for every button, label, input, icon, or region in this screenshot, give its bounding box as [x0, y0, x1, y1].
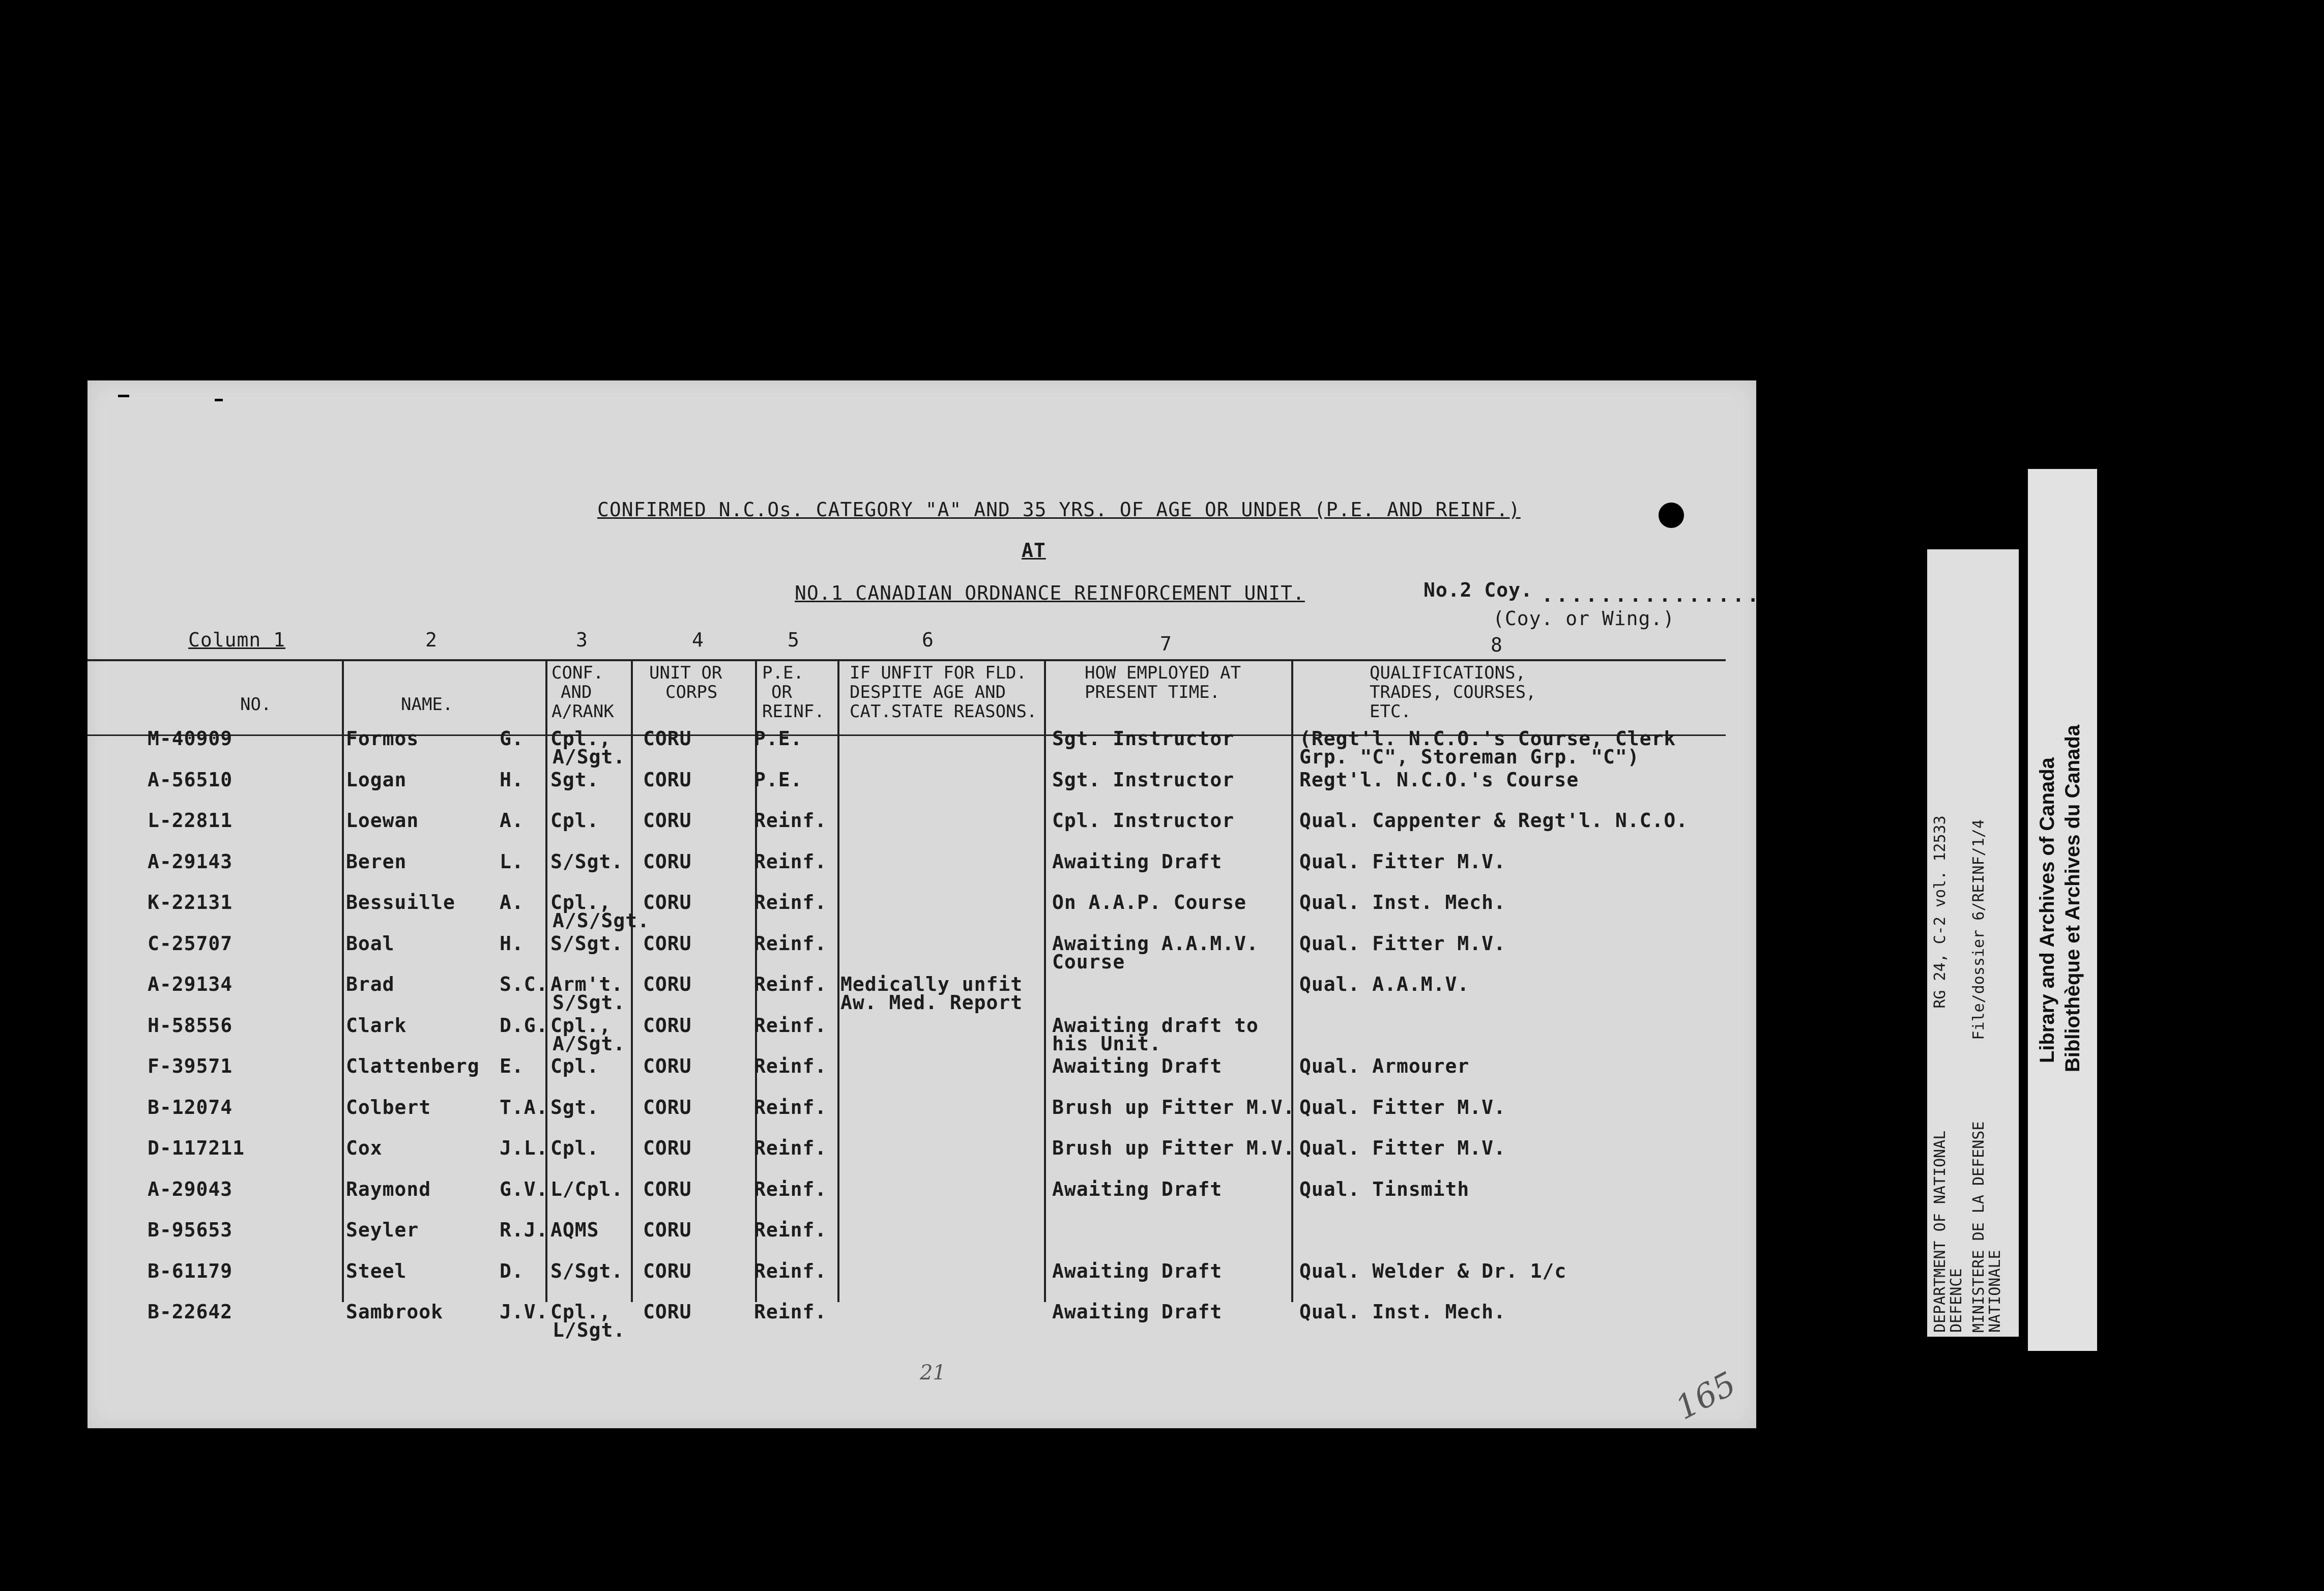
header-line: IF UNFIT FOR FLD. [850, 663, 1027, 683]
row-qualification: Qual. Fitter M.V. [1299, 932, 1506, 955]
row-number: L-22811 [148, 809, 233, 832]
row-initials: J.L. [500, 1137, 548, 1159]
row-unit: CORU [643, 1137, 692, 1159]
row-rank: Cpl. [550, 1137, 599, 1159]
row-rank: Sgt. [550, 768, 599, 791]
coy-caption: (Coy. or Wing.) [1493, 607, 1675, 630]
archive-line [1971, 819, 1987, 1333]
row-qualification: Qual. A.A.M.V. [1299, 973, 1470, 995]
row-unit: CORU [643, 1219, 692, 1241]
archive-text: MINISTERE DE LA DEFENSE [1970, 1121, 1988, 1333]
row-employment-continued: Course [1052, 950, 1125, 973]
row-pe-reinf: P.E. [754, 768, 803, 791]
row-qualification: Qual. Cappenter & Regt'l. N.C.O. [1299, 809, 1689, 832]
column-divider [837, 659, 839, 1302]
row-unfit-reason: Medically unfit [840, 973, 1023, 995]
row-pe-reinf: Reinf. [754, 1259, 827, 1282]
archive-line [1949, 1269, 1965, 1333]
corner-mark [215, 399, 223, 401]
row-rank: Cpl. [550, 1055, 599, 1077]
row-qualification: Qual. Fitter M.V. [1299, 850, 1506, 873]
row-unit: CORU [643, 891, 692, 914]
header-line: OR [771, 682, 792, 702]
row-initials: J.V. [500, 1301, 548, 1323]
row-initials: H. [500, 768, 524, 791]
row-pe-reinf: Reinf. [754, 1301, 827, 1323]
header-line: QUALIFICATIONS, [1370, 663, 1526, 683]
column-divider [1291, 659, 1293, 1302]
row-qualification: Qual. Fitter M.V. [1299, 1137, 1506, 1159]
row-employment: Awaiting Draft [1052, 1177, 1223, 1200]
row-rank: Cpl., [550, 727, 612, 750]
row-qualification: Qual. Welder & Dr. 1/c [1299, 1259, 1567, 1282]
row-number: K-22131 [148, 891, 233, 914]
archive-line [1932, 815, 1949, 1333]
row-initials: D. [500, 1259, 524, 1282]
column-number: 6 [922, 629, 934, 651]
row-initials: L. [500, 850, 524, 873]
row-initials: R.J. [500, 1219, 548, 1241]
header-line: CAT.STATE REASONS. [850, 701, 1037, 722]
row-rank: AQMS [550, 1219, 599, 1241]
row-number: C-25707 [148, 932, 233, 955]
row-pe-reinf: Reinf. [754, 1137, 827, 1159]
header-no [240, 695, 271, 714]
row-name: Clark [346, 1014, 407, 1037]
archive-text: NATIONALE [1986, 1250, 2004, 1333]
column-number: 2 [425, 629, 438, 651]
row-name: Brad [346, 973, 395, 995]
row-number: M-40909 [148, 727, 233, 750]
header-line: ETC. [1370, 701, 1411, 722]
row-unit: CORU [643, 1177, 692, 1200]
header-line: CONF. [551, 663, 604, 683]
column-divider [1044, 659, 1046, 1302]
row-employment: Awaiting Draft [1052, 1259, 1223, 1282]
folio-number: 165 [1669, 1365, 1742, 1428]
row-rank: Cpl., [550, 1014, 612, 1037]
row-rank: S/Sgt. [550, 932, 624, 955]
row-rank: Cpl., [550, 1301, 612, 1323]
row-employment: Sgt. Instructor [1052, 727, 1235, 750]
row-unfit-reason-continued: Aw. Med. Report [840, 991, 1023, 1014]
row-unit: CORU [643, 768, 692, 791]
row-unit: CORU [643, 1259, 692, 1282]
header-line: TRADES, COURSES, [1370, 682, 1536, 702]
row-rank: S/Sgt. [550, 850, 624, 873]
row-initials: A. [500, 891, 524, 914]
archive-text: DEFENCE [1948, 1268, 1965, 1333]
row-rank: S/Sgt. [550, 1259, 624, 1282]
row-unit: CORU [643, 1301, 692, 1323]
header-employed [1085, 663, 1241, 702]
row-unit: CORU [643, 1055, 692, 1077]
row-employment: Brush up Fitter M.V. [1052, 1137, 1295, 1159]
header-unit [649, 663, 722, 702]
header-pe [762, 663, 825, 721]
row-name: Sambrook [346, 1301, 444, 1323]
row-pe-reinf: Reinf. [754, 1014, 827, 1037]
row-name: Raymond [346, 1177, 431, 1200]
row-rank: Cpl. [550, 809, 599, 832]
row-qualification: Qual. Armourer [1299, 1055, 1470, 1077]
corner-mark [118, 395, 129, 397]
page-mark: 21 [920, 1361, 946, 1384]
column-divider [342, 659, 344, 1302]
row-employment-continued: his Unit. [1052, 1032, 1161, 1055]
row-initials: G.V. [500, 1177, 548, 1200]
row-qualification: Regt'l. N.C.O.'s Course [1299, 768, 1579, 791]
row-name: Loewan [346, 809, 419, 832]
row-employment: Awaiting Draft [1052, 850, 1223, 873]
row-initials: E. [500, 1055, 524, 1077]
archive-line [1987, 1250, 2003, 1333]
archive-text: File/dossier 6/REINF/1/4 [1970, 819, 1988, 1040]
column-number: 3 [576, 629, 588, 651]
row-rank: L/Cpl. [550, 1177, 624, 1200]
row-qualification-continued: Grp. "C", Storeman Grp. "C") [1299, 746, 1640, 768]
at-label: AT [1022, 539, 1046, 562]
row-number: B-61179 [148, 1259, 233, 1282]
row-unit: CORU [643, 932, 692, 955]
row-number: F-39571 [148, 1055, 233, 1077]
row-rank: Sgt. [550, 1096, 599, 1118]
header-line: DESPITE AGE AND [850, 682, 1006, 702]
header-qualifications [1370, 663, 1536, 721]
row-unit: CORU [643, 727, 692, 750]
row-unit: CORU [643, 809, 692, 832]
archive-text: RG 24, C-2 vol. 12533 [1931, 815, 1949, 1009]
row-initials: A. [500, 809, 524, 832]
row-employment: Awaiting Draft [1052, 1301, 1223, 1323]
row-pe-reinf: Reinf. [754, 809, 827, 832]
lac-label-strip [2028, 469, 2097, 1351]
column-number: 4 [692, 629, 704, 651]
header-line: PRESENT TIME. [1085, 682, 1221, 702]
column-number: 8 [1491, 634, 1503, 656]
header-line: A/RANK [551, 701, 614, 722]
lac-line: Bibliothèque et Archives du Canada [2061, 724, 2084, 1072]
row-rank-continued: A/Sgt. [553, 1032, 626, 1055]
punch-hole [1659, 503, 1684, 528]
column-number: 7 [1160, 633, 1172, 655]
archive-text: DEPARTMENT OF NATIONAL [1931, 1130, 1949, 1333]
lac-line: Library and Archives of Canada [2036, 757, 2058, 1063]
row-unit: CORU [643, 1096, 692, 1118]
row-employment: Sgt. Instructor [1052, 768, 1235, 791]
row-name: Boal [346, 932, 395, 955]
row-pe-reinf: Reinf. [754, 973, 827, 995]
row-initials: T.A. [500, 1096, 548, 1118]
header-line: AND [561, 682, 592, 702]
header-line: UNIT OR [649, 663, 722, 683]
coy-value: No.2 Coy. [1424, 579, 1533, 601]
row-pe-reinf: Reinf. [754, 1177, 827, 1200]
row-employment: Brush up Fitter M.V. [1052, 1096, 1295, 1118]
row-number: D-117211 [148, 1137, 245, 1159]
row-name: Cox [346, 1137, 383, 1159]
row-pe-reinf: Reinf. [754, 932, 827, 955]
row-qualification: (Regt'l. N.C.O.'s Course, Clerk [1299, 727, 1676, 750]
row-employment: Awaiting Draft [1052, 1055, 1223, 1077]
header-line: NO. [240, 694, 272, 715]
row-number: A-56510 [148, 768, 233, 791]
row-initials: D.G. [500, 1014, 548, 1037]
row-pe-reinf: Reinf. [754, 850, 827, 873]
row-number: B-22642 [148, 1301, 233, 1323]
header-rank [551, 663, 614, 721]
row-number: H-58556 [148, 1014, 233, 1037]
row-employment: Cpl. Instructor [1052, 809, 1235, 832]
row-name: Formos [346, 727, 419, 750]
header-line: HOW EMPLOYED AT [1085, 663, 1241, 683]
row-name: Steel [346, 1259, 407, 1282]
row-number: A-29134 [148, 973, 233, 995]
row-name: Seyler [346, 1219, 419, 1241]
column-number: 5 [788, 629, 800, 651]
row-rank-continued: L/Sgt. [553, 1319, 626, 1341]
row-rank-continued: A/Sgt. [553, 746, 626, 768]
header-line: CORPS [665, 682, 718, 702]
row-name: Colbert [346, 1096, 431, 1118]
row-rank: Cpl., [550, 891, 612, 914]
row-name: Beren [346, 850, 407, 873]
row-number: A-29143 [148, 850, 233, 873]
document-title: CONFIRMED N.C.Os. CATEGORY "A" AND 35 YRS. OF AGE OR UNDER (P.E. AND REINF.) [597, 498, 1521, 521]
row-employment: On A.A.P. Course [1052, 891, 1247, 914]
row-initials: H. [500, 932, 524, 955]
row-rank-continued: S/Sgt. [553, 991, 626, 1014]
column-number: Column 1 [188, 629, 286, 651]
row-number: B-12074 [148, 1096, 233, 1118]
row-initials: S.C. [500, 973, 548, 995]
row-initials: G. [500, 727, 524, 750]
unit-title: NO.1 CANADIAN ORDNANCE REINFORCEMENT UNIT. [795, 582, 1305, 604]
archive-reference-strip [1927, 549, 2019, 1337]
row-number: A-29043 [148, 1177, 233, 1200]
row-qualification: Qual. Fitter M.V. [1299, 1096, 1506, 1118]
header-line: REINF. [762, 701, 825, 722]
column-divider [631, 659, 633, 1302]
row-name: Bessuille [346, 891, 455, 914]
header-unfit [850, 663, 1037, 721]
row-pe-reinf: Reinf. [754, 1219, 827, 1241]
row-pe-reinf: Reinf. [754, 1055, 827, 1077]
coy-dots: ............... [1542, 584, 1762, 606]
row-qualification: Qual. Tinsmith [1299, 1177, 1470, 1200]
row-qualification: Qual. Inst. Mech. [1299, 1301, 1506, 1323]
row-employment: Awaiting draft to [1052, 1014, 1259, 1037]
row-qualification: Qual. Inst. Mech. [1299, 891, 1506, 914]
header-line: NAME. [401, 694, 453, 715]
row-pe-reinf: P.E. [754, 727, 803, 750]
row-rank: Arm't. [550, 973, 624, 995]
header-name [401, 695, 453, 714]
row-name: Clattenberg [346, 1055, 480, 1077]
document-card [88, 380, 1762, 1428]
row-unit: CORU [643, 973, 692, 995]
header-top-rule [88, 659, 1726, 661]
row-rank-continued: A/S/Sgt. [553, 909, 650, 932]
header-line: P.E. [762, 663, 804, 683]
row-pe-reinf: Reinf. [754, 891, 827, 914]
row-unit: CORU [643, 1014, 692, 1037]
row-name: Logan [346, 768, 407, 791]
row-number: B-95653 [148, 1219, 233, 1241]
row-pe-reinf: Reinf. [754, 1096, 827, 1118]
row-employment: Awaiting A.A.M.V. [1052, 932, 1259, 955]
row-unit: CORU [643, 850, 692, 873]
